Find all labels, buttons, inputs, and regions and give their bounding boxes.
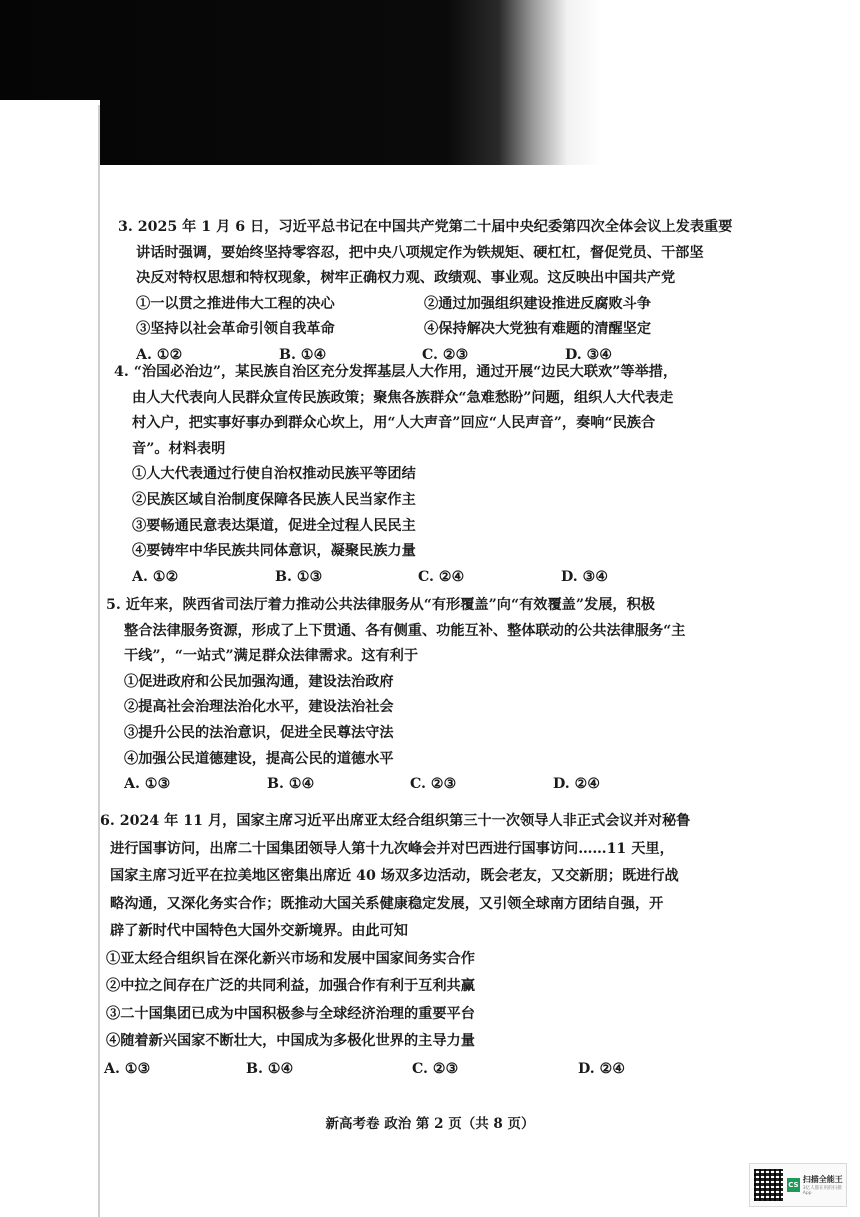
choice-b: B. ①④	[267, 776, 315, 793]
option-3: ③二十国集团已成为中国积极参与全球经济治理的重要平台	[106, 1005, 475, 1022]
question-stem-line: 国家主席习近平在拉美地区密集出席近 40 场双多边活动，既会老友，又交新朋；既进行战	[110, 868, 679, 884]
choice-c: C. ②④	[418, 568, 465, 585]
option-1: ①亚太经合组织旨在深化新兴市场和发展中国家间务实合作	[106, 950, 475, 967]
watermark-title: 扫描全能王	[802, 1175, 843, 1184]
question-3	[118, 215, 733, 369]
option-2: ②提高社会治理法治化水平，建设法治社会	[124, 699, 394, 716]
option-2: ②通过加强组织建设推进反腐败斗争	[424, 295, 652, 312]
option-2: ②民族区域自治制度保障各民族人民当家作主	[132, 491, 416, 508]
choice-a: A. ①③	[124, 776, 171, 793]
answer-choices	[114, 565, 704, 591]
question-stem-line: 干线”，“一站式”满足群众法律需求。这有利于	[124, 648, 419, 665]
question-stem-line: 4. “治国必治边”，某民族自治区充分发挥基层人大作用，通过开展“边民大联欢”等举措，	[114, 364, 678, 380]
choice-d: D. ②④	[578, 1060, 626, 1077]
option-4: ④加强公民道德建设，提高公民的道德水平	[124, 750, 394, 767]
option-1: ①促进政府和公民加强沟通，建设法治政府	[124, 673, 394, 690]
option-2: ②中拉之间存在广泛的共同利益，加强合作有利于互利共赢	[106, 978, 475, 994]
question-stem-line: 音”。材料表明	[132, 440, 226, 457]
qr-code-icon	[754, 1169, 783, 1201]
camscanner-logo-icon: CS	[787, 1178, 800, 1192]
choice-a: A. ①②	[132, 568, 179, 585]
question-stem-line: 讲话时强调，要始终坚持零容忍，把中央八项规定作为铁规矩、硬杠杠，督促党员、干部坚	[136, 244, 704, 261]
option-3: ③坚持以社会革命引领自我革命	[136, 321, 335, 338]
question-stem-line: 略沟通，又深化务实合作；既推动大国关系健康稳定发展，又引领全球南方团结自强，开	[110, 895, 664, 912]
choice-c: C. ②③	[422, 346, 469, 363]
choice-b: B. ①④	[279, 346, 327, 363]
choice-b: B. ①③	[275, 568, 323, 585]
option-4: ④要铸牢中华民族共同体意识，凝聚民族力量	[132, 543, 416, 560]
choice-b: B. ①④	[246, 1060, 294, 1077]
option-4: ④保持解决大党独有难题的清醒坚定	[424, 321, 652, 338]
question-stem-line: 由人大代表向人民群众宣传民族政策；聚焦各族群众“急难愁盼”问题，组织人大代表走	[132, 389, 674, 406]
answer-choices	[106, 772, 696, 798]
choice-c: C. ②③	[412, 1060, 459, 1077]
question-stem-line: 3. 2025 年 1 月 6 日，习近平总书记在中国共产党第二十届中央纪委第四次全体会议上发表重要	[118, 219, 733, 235]
question-stem-line: 村入户，把实事好事办到群众心坎上，用“人大声音”回应“人民声音”，奏响“民族合	[132, 415, 656, 432]
question-stem-line: 辟了新时代中国特色大国外交新境界。由此可知	[110, 923, 408, 939]
question-5	[106, 593, 696, 798]
question-stem-line: 5. 近年来，陕西省司法厅着力推动公共法律服务从“有形覆盖”向“有效覆盖”发展，积极	[106, 597, 655, 613]
question-stem-line: 决反对特权思想和特权现象，树牢正确权力观、政绩观、事业观。这反映出中国共产党	[136, 270, 676, 287]
choice-d: D. ③④	[561, 568, 609, 585]
choice-c: C. ②③	[410, 776, 457, 793]
choice-a: A. ①②	[136, 346, 183, 363]
question-stem-line: 6. 2024 年 11 月，国家主席习近平出席亚太经合组织第三十一次领导人非正式会议并对秘鲁	[100, 813, 691, 829]
option-1: ①一以贯之推进伟大工程的决心	[136, 295, 335, 312]
choice-d: D. ③④	[565, 346, 613, 363]
scanner-watermark	[749, 1163, 847, 1207]
choice-d: D. ②④	[553, 776, 601, 793]
question-6	[100, 808, 700, 1083]
option-3: ③提升公民的法治意识，促进全民尊法守法	[124, 724, 394, 741]
option-1: ①人大代表通过行使自治权推动民族平等团结	[132, 466, 416, 483]
scan-margin	[0, 100, 100, 180]
question-4	[114, 360, 704, 590]
watermark-subtitle: 3亿人都在用的扫描App	[802, 1186, 842, 1196]
page-footer: 新高考卷 政治 第 2 页（共 8 页）	[325, 1116, 535, 1132]
question-stem-line: 整合法律服务资源，形成了上下贯通、各有侧重、功能互补、整体联动的公共法律服务“主	[124, 622, 686, 639]
scan-shadow	[0, 0, 860, 165]
option-3: ③要畅通民意表达渠道，促进全过程人民民主	[132, 517, 416, 534]
question-stem-line: 进行国事访问，出席二十国集团领导人第十九次峰会并对巴西进行国事访问……11 天里，	[110, 840, 674, 857]
answer-choices	[100, 1056, 700, 1084]
choice-a: A. ①③	[104, 1060, 151, 1077]
option-4: ④随着新兴国家不断壮大，中国成为多极化世界的主导力量	[106, 1033, 475, 1049]
